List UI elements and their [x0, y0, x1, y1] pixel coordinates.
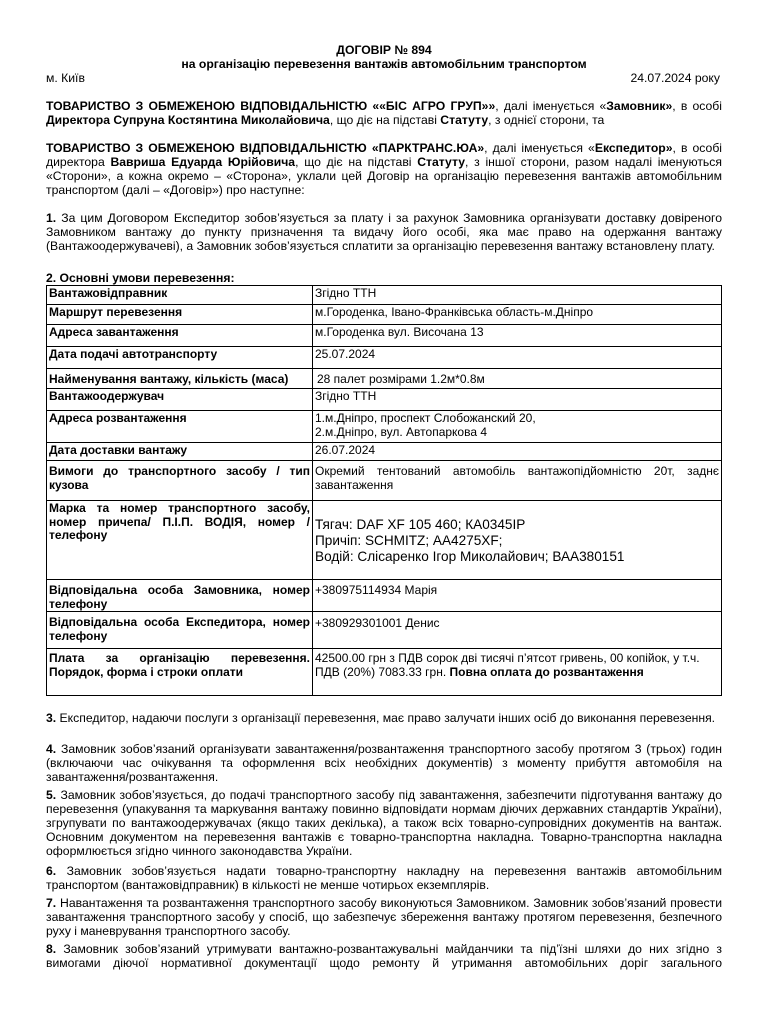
payment-terms: Повна оплата до розвантаження — [449, 664, 644, 679]
table-value — [313, 501, 722, 580]
document-subtitle: на організацію перевезення вантажів автомобільним транспортом — [181, 57, 587, 71]
clause-number: 8. — [46, 942, 57, 956]
table-key: Вимоги до транспортного засобу / тип кузова — [47, 461, 313, 501]
clause-number: 6. — [46, 864, 57, 878]
table-row — [47, 347, 722, 369]
table-key: Найменування вантажу, кількість (маса) — [47, 369, 313, 389]
table-value: м.Городенка, Івано-Франківська область-м.Дніпро — [313, 305, 722, 325]
table-row — [47, 369, 722, 389]
text: , з однієї сторони, та — [488, 113, 605, 127]
table-value: Згідно ТТН — [313, 389, 722, 411]
clause-6 — [46, 864, 722, 892]
text: , в особі — [672, 99, 722, 113]
clause-number: 1. — [46, 211, 57, 225]
table-key: Адреса розвантаження — [47, 411, 313, 443]
table-key: Адреса завантаження — [47, 325, 313, 347]
table-key: Маршрут перевезення — [47, 305, 313, 325]
table-value — [313, 649, 722, 696]
clause-4 — [46, 742, 722, 784]
table-row — [47, 286, 722, 305]
table-row — [47, 443, 722, 461]
table-row — [47, 461, 722, 501]
table-key: Дата подачі автотранспорту — [47, 347, 313, 369]
payment-amount: 42500.00 грн з ПДВ сорок дві тисячі п’ятсот гривень, 00 копійок, у т.ч. ПДВ (20%) 7083.33 грн. — [315, 651, 700, 679]
text: , що діє на підставі — [329, 113, 441, 127]
contract-date: 24.07.2024 року — [630, 71, 720, 85]
clause-text: Замовник зобов’язується, до подачі транспортного засобу під завантаження, забезпечити підготування вантажу до перевезення (упакування та маркування вантажу повинно відповідати нормам діючих державних стандартів України), згрупувати по вантажоодержувачах (якщо таких декілька), а також всіх товарно-супровідних документів на вантаж. Основним документом на перевезення вантажів є товарно-транспортна накладна. Товарно-транспортна накладна оформлюється згідно чинного законодавства України. — [46, 788, 722, 858]
forwarder-role: Експедитор» — [594, 141, 673, 155]
truck-info: Тягач: DAF XF 105 460; КА0345ІР — [315, 516, 526, 532]
table-value: +380975114934 Марія — [313, 580, 722, 612]
table-key: Вантажоодержувач — [47, 389, 313, 411]
clause-number: 5. — [46, 788, 57, 802]
table-value: 28 палет розмірами 1.2м*0.8м — [313, 369, 722, 389]
table-key: Вантажовідправник — [47, 286, 313, 305]
table-row — [47, 389, 722, 411]
table-key: Відповідальна особа Експедитора, номер телефону — [47, 612, 313, 649]
transport-conditions-table — [46, 285, 722, 696]
section-2-heading: 2. Основні умови перевезення: — [46, 271, 235, 285]
table-row — [47, 580, 722, 612]
forwarder-basis: Статуту — [417, 155, 466, 169]
text: , далі іменується « — [495, 99, 607, 113]
clause-number: 3. — [46, 711, 57, 725]
table-row — [47, 612, 722, 649]
clause-text: Експедитор, надаючи послуги з організації перевезення, має право залучати інших осіб до виконання перевезення. — [56, 711, 716, 725]
clause-text: За цим Договором Експедитор зобов’язується за плату і за рахунок Замовника організувати доставку довіреного Замовником вантажу до пункту призначення та видачу його особі, яка має право на одержання вантажу (Вантажоодержувачеві), а Замовник зобов’язується сплатити за організацію перевезення вантажу встановлену плату. — [46, 211, 722, 253]
clause-number: 7. — [46, 896, 57, 910]
clause-text: Замовник зобов’язаний утримувати вантажно-розвантажувальні майданчики та під’їзні шляхи до них згідно з вимогами діючої нормативної документації щодо ремонту й утримання автомобільних доріг загального — [46, 942, 722, 970]
customer-role: Замовник» — [606, 99, 673, 113]
table-row — [47, 305, 722, 325]
text: , в особі директора — [46, 141, 723, 169]
table-row — [47, 325, 722, 347]
forwarder-representative: Вавриша Едуарда Юрійовича — [110, 155, 296, 169]
table-value: 25.07.2024 — [313, 347, 722, 369]
clause-7 — [46, 896, 722, 938]
party-forwarder — [46, 141, 722, 197]
document-title: ДОГОВІР № 894 — [336, 43, 432, 57]
unloading-address-2: 2.м.Дніпро, вул. Автопаркова 4 — [315, 424, 488, 439]
table-value: 26.07.2024 — [313, 443, 722, 461]
table-row — [47, 501, 722, 580]
customer-representative: Директора Супруна Костянтина Миколайовича — [46, 113, 330, 127]
table-value: м.Городенка вул. Височана 13 — [313, 325, 722, 347]
table-value: +380929301001 Денис — [313, 612, 722, 649]
clause-text: Навантаження та розвантаження транспортного засобу виконуються Замовником. Замовник зобов’язаний провести завантаження транспортного засобу у спосіб, що забезпечує збереження вантажу протягом перевезення, безпечного руху і маневрування транспортного засобу. — [46, 896, 722, 938]
text: , далі іменується « — [484, 141, 595, 155]
table-key: Марка та номер транспортного засобу, номер причепа/ П.І.П. ВОДІЯ, номер / телефону — [47, 501, 313, 580]
table-value: Згідно ТТН — [313, 286, 722, 305]
unloading-address-1: 1.м.Дніпро, проспект Слобожанский 20, — [315, 411, 536, 425]
driver-info: Водій: Слісаренко Ігор Миколайович; ВАА380151 — [315, 548, 625, 564]
clause-1 — [46, 211, 722, 253]
table-key: Відповідальна особа Замовника, номер телефону — [47, 580, 313, 612]
trailer-info: Причіп: SCHMITZ; АА4275XF; — [315, 532, 503, 548]
table-key: Дата доставки вантажу — [47, 443, 313, 461]
clause-5 — [46, 788, 722, 858]
table-value: Окремий тентований автомобіль вантажопідйомністю 20т, заднє завантаження — [313, 461, 722, 501]
text: , що діє на підставі — [295, 155, 418, 169]
customer-company-name: ТОВАРИСТВО З ОБМЕЖЕНОЮ ВІДПОВІДАЛЬНІСТЮ ««БІС АГРО ГРУП»» — [46, 99, 496, 113]
customer-basis: Статуту — [440, 113, 489, 127]
clause-text: Замовник зобов’язаний організувати завантаження/розвантаження транспортного засобу протягом 3 (трьох) годин (включаючи час очікування та оформлення всіх необхідних документів) з моменту прибуття автомобіля на завантаження/розвантаження. — [46, 742, 722, 784]
city: м. Київ — [46, 71, 85, 85]
clause-8 — [46, 942, 722, 970]
clause-3 — [46, 711, 722, 725]
table-row — [47, 649, 722, 696]
clause-number: 4. — [46, 742, 57, 756]
forwarder-company-name: ТОВАРИСТВО З ОБМЕЖЕНОЮ ВІДПОВІДАЛЬНІСТЮ «ПАРКТРАНС.ЮА» — [46, 141, 485, 155]
table-row — [47, 411, 722, 443]
party-customer — [46, 99, 722, 127]
table-value — [313, 411, 722, 443]
text: , з іншої сторони, разом надалі іменуються «Сторони», а кожна окремо – «Сторона», уклали цей Договір на організацію перевезення вантажів автомобільним транспортом (далі – «Договір») про наступне: — [46, 155, 722, 197]
clause-text: Замовник зобов’язується надати товарно-транспортну накладну на перевезення вантажів автомобільним транспортом (вантажовідправник) в кількості не менше чотирьох екземплярів. — [46, 864, 722, 892]
table-key: Плата за організацію перевезення. Порядок, форма і строки оплати — [47, 649, 313, 696]
